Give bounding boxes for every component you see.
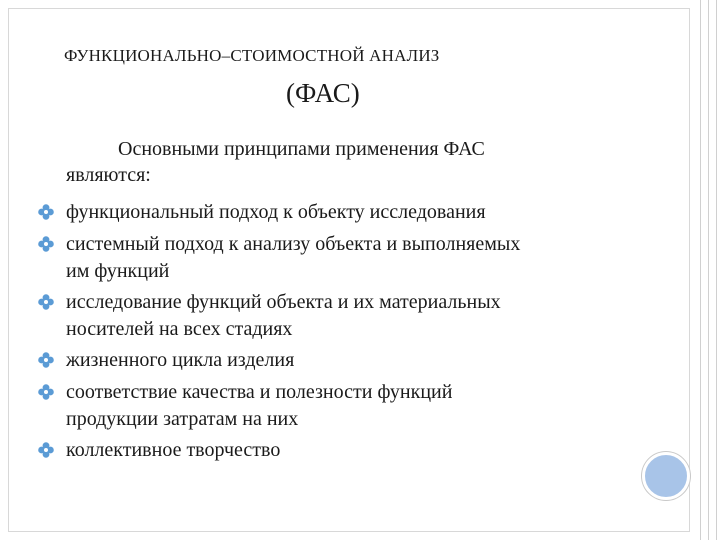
flower-bullet-icon — [38, 236, 54, 252]
flower-bullet-icon — [38, 442, 54, 458]
rail-line — [700, 0, 701, 540]
list-item — [38, 434, 658, 466]
flower-bullet-icon — [38, 352, 54, 368]
list-item — [38, 376, 658, 434]
flower-bullet-icon — [38, 384, 54, 400]
list-item-continuation: продукции затратам на них — [66, 408, 299, 430]
list-item-continuation: им функций — [66, 260, 170, 282]
slide-title-abbrev: (ФАС) — [286, 78, 360, 108]
intro-line: Основными принципами применения ФАС — [118, 138, 485, 160]
list-item-text: коллективное творчество — [66, 439, 281, 461]
list-item-text: системный подход к анализу объекта и выполняемых — [66, 233, 521, 255]
flower-bullet-icon — [38, 204, 54, 220]
list-item — [38, 286, 658, 344]
list-item-text: исследование функций объекта и их материальных — [66, 291, 501, 313]
rail-line — [716, 0, 717, 540]
rail-line — [708, 0, 709, 540]
intro-line: являются: — [66, 164, 151, 186]
slide-title: ФУНКЦИОНАЛЬНО–СТОИМОСТНОЙ АНАЛИЗ — [64, 46, 440, 65]
flower-bullet-icon — [38, 294, 54, 310]
list-item — [38, 228, 658, 286]
decorative-rail — [698, 0, 720, 540]
list-item-text: функциональный подход к объекту исследования — [66, 201, 486, 223]
list-item — [38, 196, 658, 228]
list-item — [38, 344, 658, 376]
list-item-text: соответствие качества и полезности функций — [66, 381, 453, 403]
list-item-text: жизненного цикла изделия — [66, 349, 295, 371]
intro-text — [66, 136, 666, 188]
principles-list — [38, 196, 658, 466]
list-item-continuation: носителей на всех стадиях — [66, 318, 293, 340]
